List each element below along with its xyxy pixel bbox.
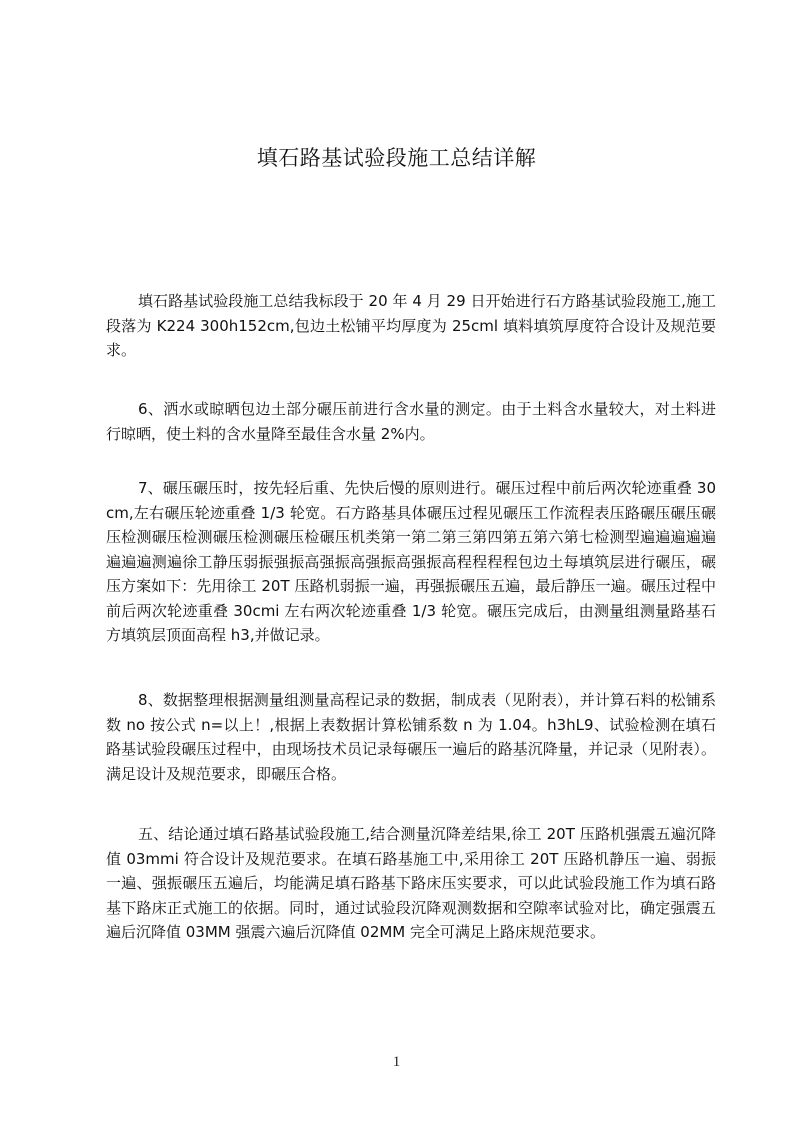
page-title: 填石路基试验段施工总结详解	[256, 146, 537, 170]
paragraph-intro: 填石路基试验段施工总结我标段于 20 年 4 月 29 日开始进行石方路基试验段施工,施工段落为 K224 300h152cm,包边土松铺平均厚度为 25cml 填料填筑厚度符合设计及规范要求。	[106, 292, 716, 359]
paragraph-moisture: 6、洒水或晾晒包边土部分碾压前进行含水量的测定。由于土料含水量较大，对土料进行晾晒，使土料的含水量降至最佳含水量 2%内。	[106, 400, 716, 443]
paragraph-data-processing: 8、数据整理根据测量组测量高程记录的数据，制成表（见附表），并计算石料的松铺系数 no 按公式 n=以上！,根据上表数据计算松铺系数 n 为 1.04。h3hL9、试验检测在填石路基试验段碾压过程中，由现场技术员记录每碾压一遍后的路基沉降量，并记录（见附表）。满足设计及规范要求，即碾压合格。	[106, 691, 716, 783]
page-number: 1	[392, 1054, 401, 1070]
paragraph-conclusion: 五、结论通过填石路基试验段施工,结合测量沉降差结果,徐工 20T 压路机强震五遍沉降值 03mmi 符合设计及规范要求。在填石路基施工中,采用徐工 20T 压路机静压一遍、弱振一遍、强振碾压五遍后，均能满足填石路基下路床压实要求，可以此试验段施工作为填石路基下路床正式施工的依据。同时，通过试验段沉降观测数据和空隙率试验对比，确定强震五遍后沉降值 03MM 强震六遍后沉降值 02MM 完全可满足上路床规范要求。	[106, 825, 716, 941]
paragraph-compaction: 7、碾压碾压时，按先轻后重、先快后慢的原则进行。碾压过程中前后两次轮迹重叠 30cm,左右碾压轮迹重叠 1/3 轮宽。石方路基具体碾压过程见碾压工作流程表压路碾压碾压碾压检测碾压检测碾压检测碾压检碾压机类第一第二第三第四第五第六第七检测型遍遍遍遍遍遍遍遍测遍徐工静压弱振强振高强振高强振高强振高程程程程包边土每填筑层进行碾压，碾压方案如下：先用徐工 20T 压路机弱振一遍，再强振碾压五遍，最后静压一遍。碾压过程中前后两次轮迹重叠 30cmi 左右两次轮迹重叠 1/3 轮宽。碾压完成后，由测量组测量路基石方填筑层顶面高程 h3,并做记录。	[106, 479, 716, 644]
